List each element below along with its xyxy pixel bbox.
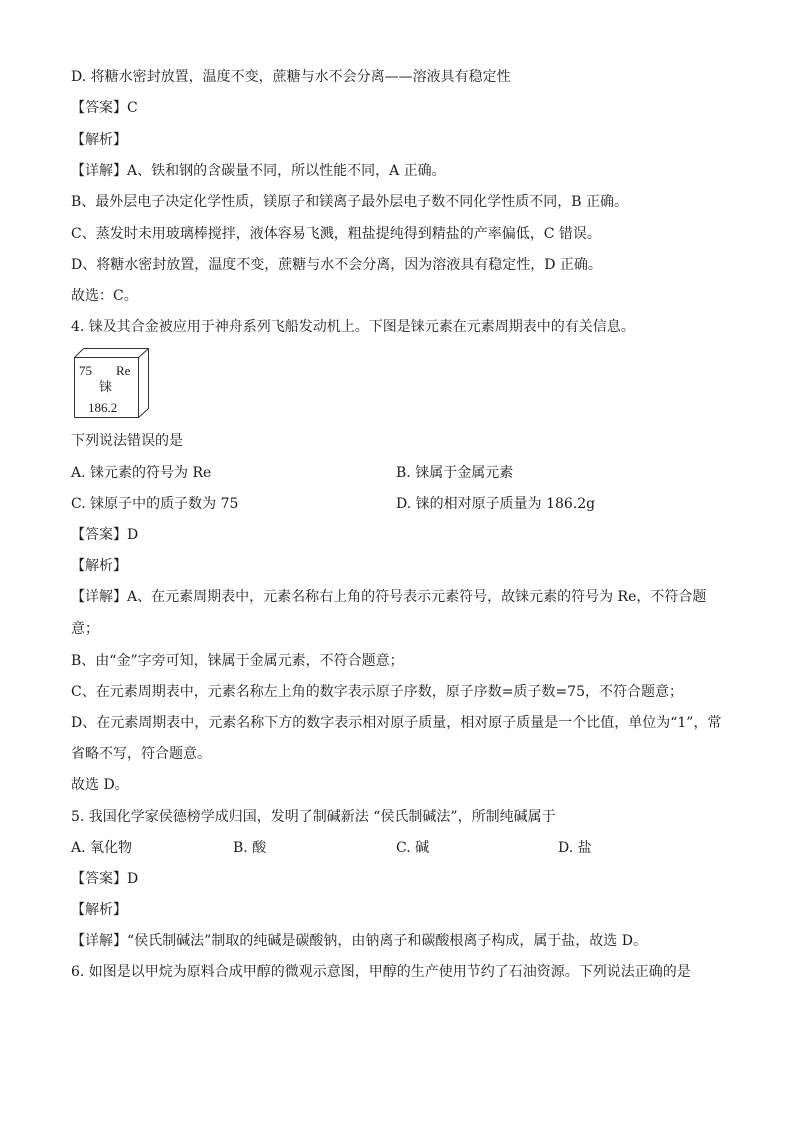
- q4-conclusion: 故选 D。: [71, 777, 129, 793]
- atomic-mass: 186.2: [88, 400, 118, 415]
- q4-option-b: B. 铼属于金属元素: [396, 465, 514, 481]
- q5-option-c: C. 碱: [396, 840, 430, 856]
- q5-option-b: B. 酸: [233, 840, 267, 856]
- q4-option-d: D. 铼的相对原子质量为 186.2g: [396, 496, 596, 512]
- q5-detail: 【详解】“侯氏制碱法”制取的纯碱是碳酸钠，由钠离子和碳酸根离子构成，属于盐，故选 D。: [71, 933, 647, 949]
- q4-option-c: C. 铼原子中的质子数为 75: [71, 496, 239, 512]
- q5-option-a: A. 氧化物: [71, 840, 133, 856]
- element-name: 铼: [99, 379, 113, 394]
- q3-analysis-heading: 【解析】: [71, 132, 127, 148]
- element-tile-rhenium: [74, 348, 149, 418]
- q4-answer: 【答案】D: [71, 527, 139, 543]
- q5-answer: 【答案】D: [71, 871, 139, 887]
- q5-analysis-heading: 【解析】: [71, 902, 127, 918]
- q4-option-a: A. 铼元素的符号为 Re: [71, 465, 212, 481]
- q4-detail-a-line1: 【详解】A、在元素周期表中，元素名称右上角的符号表示元素符号，故铼元素的符号为 Re，不符合题: [71, 589, 707, 605]
- q4-detail-b: B、由“金”字旁可知，铼属于金属元素，不符合题意；: [71, 653, 404, 669]
- q4-detail-d-line1: D、在元素周期表中，元素名称下方的数字表示相对原子质量，相对原子质量是一个比值，单位为“1”，常: [71, 715, 722, 731]
- q4-stem: 4. 铼及其合金被应用于神舟系列飞船发动机上。下图是铼元素在元素周期表中的有关信息。: [71, 319, 635, 335]
- q4-detail-c: C、在元素周期表中，元素名称左上角的数字表示原子序数，原子序数=质子数=75，不符合题意；: [71, 684, 683, 700]
- q4-prompt: 下列说法错误的是: [71, 433, 183, 449]
- q3-detail-d: D、将糖水密封放置，温度不变，蔗糖与水不会分离，因为溶液具有稳定性，D 正确。: [71, 257, 602, 273]
- q4-detail-d-line2: 省略不写，符合题意。: [71, 746, 211, 762]
- q3-option-d: D. 将糖水密封放置，温度不变，蔗糖与水不会分离——溶液具有稳定性: [71, 69, 511, 85]
- element-symbol: Re: [116, 363, 131, 378]
- q6-stem: 6. 如图是以甲烷为原料合成甲醇的微观示意图，甲醇的生产使用节约了石油资源。下列说法正确的是: [71, 964, 691, 980]
- q3-detail-b: B、最外层电子决定化学性质，镁原子和镁离子最外层电子数不同化学性质不同，B 正确。: [71, 194, 629, 210]
- q3-answer: 【答案】C: [71, 100, 138, 116]
- q3-detail-c: C、蒸发时未用玻璃棒搅拌，液体容易飞溅，粗盐提纯得到精盐的产率偏低，C 错误。: [71, 226, 601, 242]
- q3-conclusion: 故选：C。: [71, 288, 138, 304]
- q4-analysis-heading: 【解析】: [71, 558, 127, 574]
- q4-detail-a-line2: 意；: [71, 621, 99, 637]
- q5-option-d: D. 盐: [558, 840, 592, 856]
- q3-detail-a: 【详解】A、铁和钢的含碳量不同，所以性能不同，A 正确。: [71, 163, 446, 179]
- atomic-number: 75: [79, 363, 92, 378]
- q5-stem: 5. 我国化学家侯德榜学成归国，发明了制碱新法 “侯氏制碱法”，所制纯碱属于: [71, 809, 556, 825]
